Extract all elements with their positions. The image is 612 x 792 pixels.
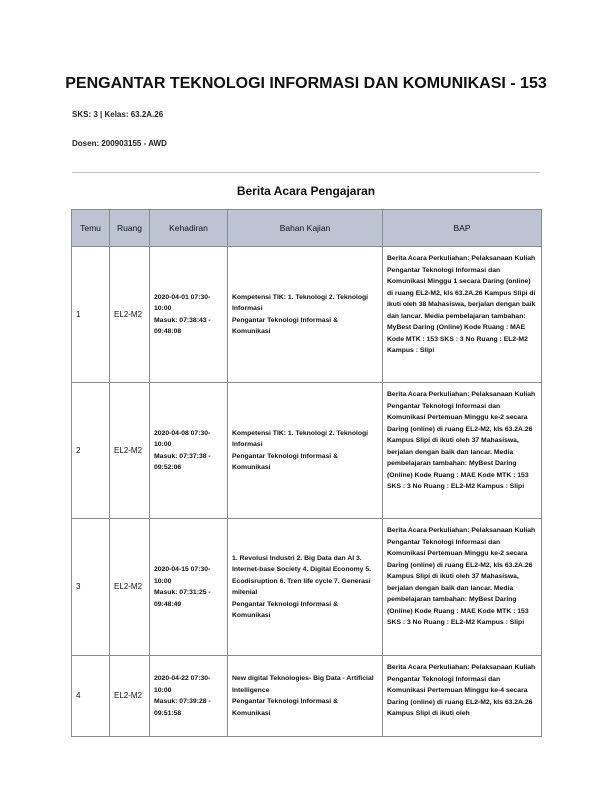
cell-bap: Berita Acara Perkuliahan: Pelaksanaan Kuliah Pengantar Teknologi Informasi dan Komunikasi Pertemuan Minggu ke-4 secara Daring (online) di ruang EL2-M2, kls 63.2A.26 Kampus Slipi di ikuti oleh [383, 656, 542, 737]
cell-ruang: EL2-M2 [110, 383, 150, 519]
kehadiran-masuk: Masuk: 07:31:25 - 09:48:49 [154, 589, 211, 608]
bahan-topic: 1. Revolusi Industri 2. Big Data dan AI 3. Internet-base Society 4. Digital Economy 5. Ecodisruption 6. Tren life cycle 7. Generasi milenial [232, 554, 371, 596]
section-title: Berita Acara Pengajaran [236, 184, 376, 198]
table-row [72, 383, 542, 519]
cell-ruang: EL2-M2 [110, 247, 150, 383]
cell-kehadiran [150, 519, 228, 656]
bahan-course: Pengantar Teknologi Informasi & Komunikasi [232, 316, 338, 335]
table-row [72, 519, 542, 656]
cell-kehadiran [150, 656, 228, 737]
cell-bap: Berita Acara Perkuliahan: Pelaksanaan Kuliah Pengantar Teknologi Informasi dan Komunikasi Pertemuan Minggu ke-2 secara Daring (online) di ruang EL2-M2, kls 63.2A.26 Kampus Slipi di ikuti oleh 37 Mahasiswa, berjalan dengan baik dan lancar. Media pembelajaran tambahan: MyBest Daring (Online) Kode Ruang : MAE Kode MTK : 153 SKS : 3 No Ruang : EL2-M2 Kampus : Slipi [383, 519, 542, 656]
bahan-topic: Kompetensi TIK: 1. Teknologi 2. Teknologi Informasi [232, 293, 369, 312]
cell-kehadiran [150, 247, 228, 383]
kehadiran-masuk: Masuk: 07:38:43 - 09:48:08 [154, 316, 211, 335]
header-ruang: Ruang [110, 210, 150, 247]
cell-bahan-kajian [228, 519, 383, 656]
kehadiran-time: 2020-04-22 07:30-10:00 [154, 675, 211, 694]
course-title: PENGANTAR TEKNOLOGI INFORMASI DAN KOMUNIKASI - 153 [65, 75, 547, 92]
cell-temu: 1 [72, 247, 110, 383]
bahan-course: Pengantar Teknologi Informasi & Komunikasi [232, 452, 338, 471]
kehadiran-masuk: Masuk: 07:37:38 - 09:52:06 [154, 452, 211, 471]
cell-bap: Berita Acara Perkuliahan: Pelaksanaan Kuliah Pengantar Teknologi Informasi dan Komunikasi Minggu 1 secara Daring (online) di ruang EL2-M2, kls 63.2A.26 Kampus Slipi di ikuti oleh 38 Mahasiswa, berjalan dengan baik dan lancar. Media pembelajaran tambahan: MyBest Daring (Online) Kode Ruang : MAE Kode MTK : 153 SKS : 3 No Ruang : EL2-M2 Kampus : Slipi [383, 247, 542, 383]
header-bahan-kajian: Bahan Kajian [228, 210, 383, 247]
table-header-row [72, 210, 542, 247]
cell-temu: 3 [72, 519, 110, 656]
cell-kehadiran [150, 383, 228, 519]
cell-ruang: EL2-M2 [110, 519, 150, 656]
table-row [72, 247, 542, 383]
bahan-course: Pengantar Teknologi Informasi & Komunikasi [232, 698, 338, 717]
bahan-course: Pengantar Teknologi Informasi & Komunikasi [232, 600, 338, 619]
bahan-topic: Kompetensi TIK: 1. Teknologi 2. Teknologi Informasi [232, 429, 369, 448]
cell-bahan-kajian [228, 247, 383, 383]
sks-kelas-info: SKS: 3 | Kelas: 63.2A.26 [72, 110, 164, 119]
header-kehadiran: Kehadiran [150, 210, 228, 247]
divider [72, 172, 540, 173]
bahan-topic: New digital Teknologies- Big Data - Artificial Intelligence [232, 675, 374, 694]
kehadiran-masuk: Masuk: 07:39:28 - 09:51:58 [154, 698, 211, 717]
header-bap: BAP [383, 210, 542, 247]
kehadiran-time: 2020-04-15 07:30-10:00 [154, 566, 211, 585]
table-row [72, 656, 542, 737]
cell-temu: 2 [72, 383, 110, 519]
cell-ruang: EL2-M2 [110, 656, 150, 737]
cell-temu: 4 [72, 656, 110, 737]
dosen-info: Dosen: 200903155 - AWD [72, 139, 167, 148]
header-temu: Temu [72, 210, 110, 247]
kehadiran-time: 2020-04-01 07:30-10:00 [154, 293, 211, 312]
bap-table [71, 209, 542, 737]
cell-bahan-kajian [228, 656, 383, 737]
cell-bap: Berita Acara Perkuliahan: Pelaksanaan Kuliah Pengantar Teknologi Informasi dan Komunikasi Pertemuan Minggu ke-2 secara Daring (online) di ruang EL2-M2, kls 63.2A.26 Kampus Slipi di ikuti oleh 37 Mahasiswa, berjalan dengan baik dan lancar. Media pembelajaran tambahan: MyBest Daring (Online) Kode Ruang : MAE Kode MTK : 153 SKS : 3 No Ruang : EL2-M2 Kampus : Slipi [383, 383, 542, 519]
cell-bahan-kajian [228, 383, 383, 519]
kehadiran-time: 2020-04-08 07:30-10:00 [154, 429, 211, 448]
